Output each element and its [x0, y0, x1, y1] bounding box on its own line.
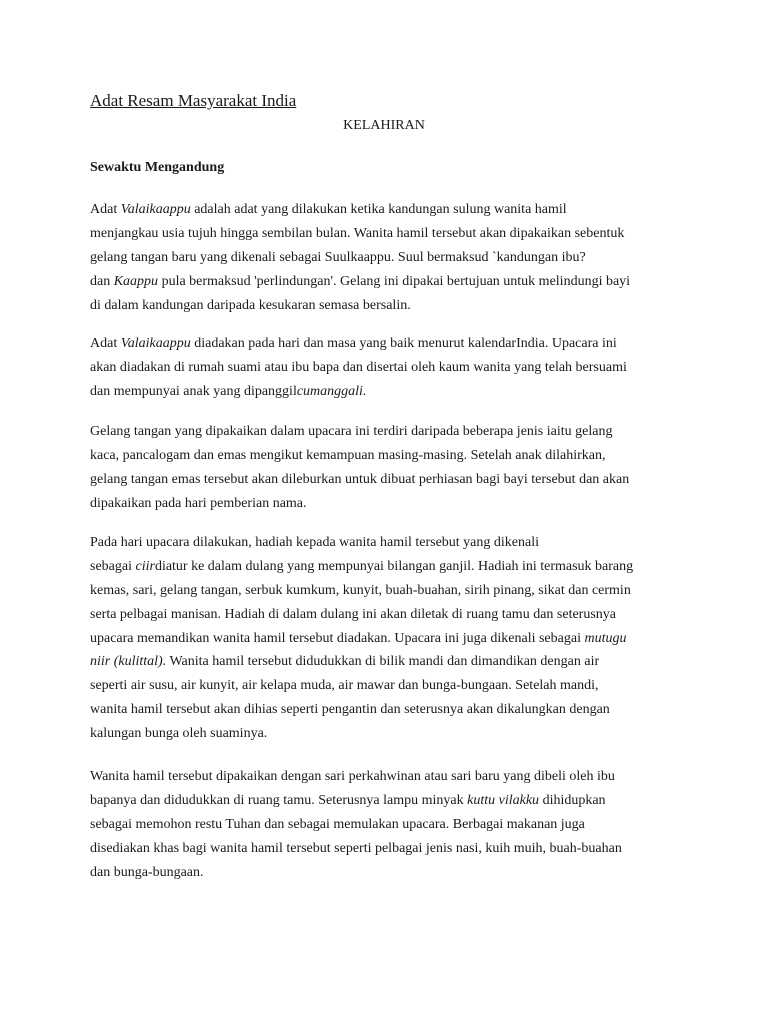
- text-run: adalah adat yang dilakukan ketika kandungan sulung wanita hamil: [190, 202, 567, 217]
- italic-term: cumanggali.: [296, 383, 367, 399]
- paragraph: [90, 332, 690, 404]
- text-run: bapanya dan didudukkan di ruang tamu. Seterusnya lampu minyak: [90, 792, 468, 808]
- text-line: [90, 420, 690, 444]
- text-run: disediakan khas bagi wanita hamil tersebut seperti pelbagai jenis nasi, kuih muih, buah-buahan: [90, 840, 622, 856]
- text-run: upacara memandikan wanita hamil tersebut diadakan. Upacara ini juga dikenali sebagai: [90, 630, 585, 646]
- text-run: kalungan bunga oleh suaminya.: [90, 726, 268, 742]
- text-run: dihidupkan: [539, 792, 606, 808]
- text-line: [90, 294, 690, 318]
- document-title: Adat Resam Masyarakat India: [90, 91, 297, 110]
- section-title: [0, 118, 768, 134]
- text-line: [90, 861, 690, 885]
- text-run: dan mempunyai anak yang dipanggil: [90, 383, 297, 399]
- text-line: [90, 650, 690, 674]
- text-run: serta pelbagai manisan. Hadiah di dalam dulang ini akan diletak di ruang tamu dan seterusnya: [90, 606, 616, 622]
- text-run: dipakaikan pada hari pemberian nama.: [90, 495, 307, 511]
- paragraph: [90, 420, 690, 516]
- text-line: [90, 837, 690, 861]
- text-run: Pada hari upacara dilakukan, hadiah kepada wanita hamil tersebut yang dikenali: [90, 535, 539, 550]
- text-run: seperti air susu, air kunyit, air kelapa muda, air mawar dan bunga-bungaan. Setelah mandi,: [90, 678, 599, 694]
- subheading: Sewaktu Mengandung: [90, 160, 225, 175]
- text-line: [90, 555, 690, 579]
- text-run: Adat: [90, 202, 121, 217]
- italic-term: Valaikaappu: [120, 336, 191, 351]
- text-run: diadakan pada hari dan masa yang baik menurut kalendarIndia. Upacara ini: [190, 336, 617, 351]
- text-line: [90, 627, 690, 651]
- italic-term: mutugu: [584, 630, 627, 646]
- text-line: [90, 356, 690, 380]
- text-line: [90, 765, 690, 789]
- text-run: dan: [90, 273, 114, 289]
- text-run: dan bunga-bungaan.: [90, 864, 204, 880]
- text-line: [90, 789, 690, 813]
- text-run: Wanita hamil tersebut dipakaikan dengan sari perkahwinan atau sari baru yang dibeli oleh ibu: [90, 769, 615, 784]
- text-run: gelang tangan emas tersebut akan dileburkan untuk dibuat perhiasan bagi bayi tersebut dan akan: [90, 471, 630, 487]
- italic-term: ciir: [135, 558, 155, 574]
- text-line: [90, 698, 690, 722]
- text-run: menjangkau usia tujuh hingga sembilan bulan. Wanita hamil tersebut akan dipakaikan sebentuk: [90, 225, 625, 241]
- text-line: [90, 813, 690, 837]
- paragraph: [90, 765, 690, 884]
- text-run: gelang tangan baru yang dikenali sebagai Suulkaappu. Suul bermaksud `kandungan ibu?: [90, 249, 586, 265]
- text-line: [90, 468, 690, 492]
- italic-term: niir (kulittal).: [90, 654, 167, 670]
- text-line: [90, 722, 690, 746]
- text-line: [90, 531, 690, 555]
- text-run: di dalam kandungan daripada kesukaran semasa bersalin.: [90, 297, 411, 313]
- text-run: Adat: [90, 336, 121, 351]
- text-run: akan diadakan di rumah suami atau ibu bapa dan disertai oleh kaum wanita yang telah bersuami: [90, 359, 627, 375]
- italic-term: Valaikaappu: [120, 202, 191, 217]
- text-run: kaca, pancalogam dan emas mengikut kemampuan masing-masing. Setelah anak dilahirkan,: [90, 447, 606, 463]
- text-run: sebagai: [90, 558, 136, 574]
- text-line: [90, 603, 690, 627]
- paragraph: [90, 198, 690, 317]
- italic-term: Kaappu: [113, 273, 159, 289]
- text-run: Wanita hamil tersebut didudukkan di bilik mandi dan dimandikan dengan air: [166, 654, 600, 670]
- text-line: [90, 198, 690, 222]
- text-line: [90, 579, 690, 603]
- text-line: [90, 492, 690, 516]
- text-line: [90, 444, 690, 468]
- text-run: diatur ke dalam dulang yang mempunyai bilangan ganjil. Hadiah ini termasuk barang: [154, 558, 634, 574]
- italic-term: kuttu vilakku: [467, 792, 540, 808]
- text-line: [90, 270, 690, 294]
- text-run: sebagai memohon restu Tuhan dan sebagai memulakan upacara. Berbagai makanan juga: [90, 816, 585, 832]
- text-run: Gelang tangan yang dipakaikan dalam upacara ini terdiri daripada beberapa jenis iaitu gelang: [90, 424, 613, 439]
- text-line: [90, 246, 690, 270]
- text-run: kemas, sari, gelang tangan, serbuk kumkum, kunyit, buah-buahan, sirih pinang, sikat dan cermin: [90, 582, 631, 598]
- text-run: wanita hamil tersebut akan dihias seperti pengantin dan seterusnya akan dikalungkan dengan: [90, 702, 610, 718]
- text-line: [90, 222, 690, 246]
- paragraph: [90, 531, 690, 746]
- text-run: pula bermaksud 'perlindungan'. Gelang ini dipakai bertujuan untuk melindungi bayi: [158, 273, 631, 289]
- text-line: [90, 380, 690, 404]
- section-title-text: KELAHIRAN: [343, 118, 425, 133]
- text-line: [90, 674, 690, 698]
- text-line: [90, 332, 690, 356]
